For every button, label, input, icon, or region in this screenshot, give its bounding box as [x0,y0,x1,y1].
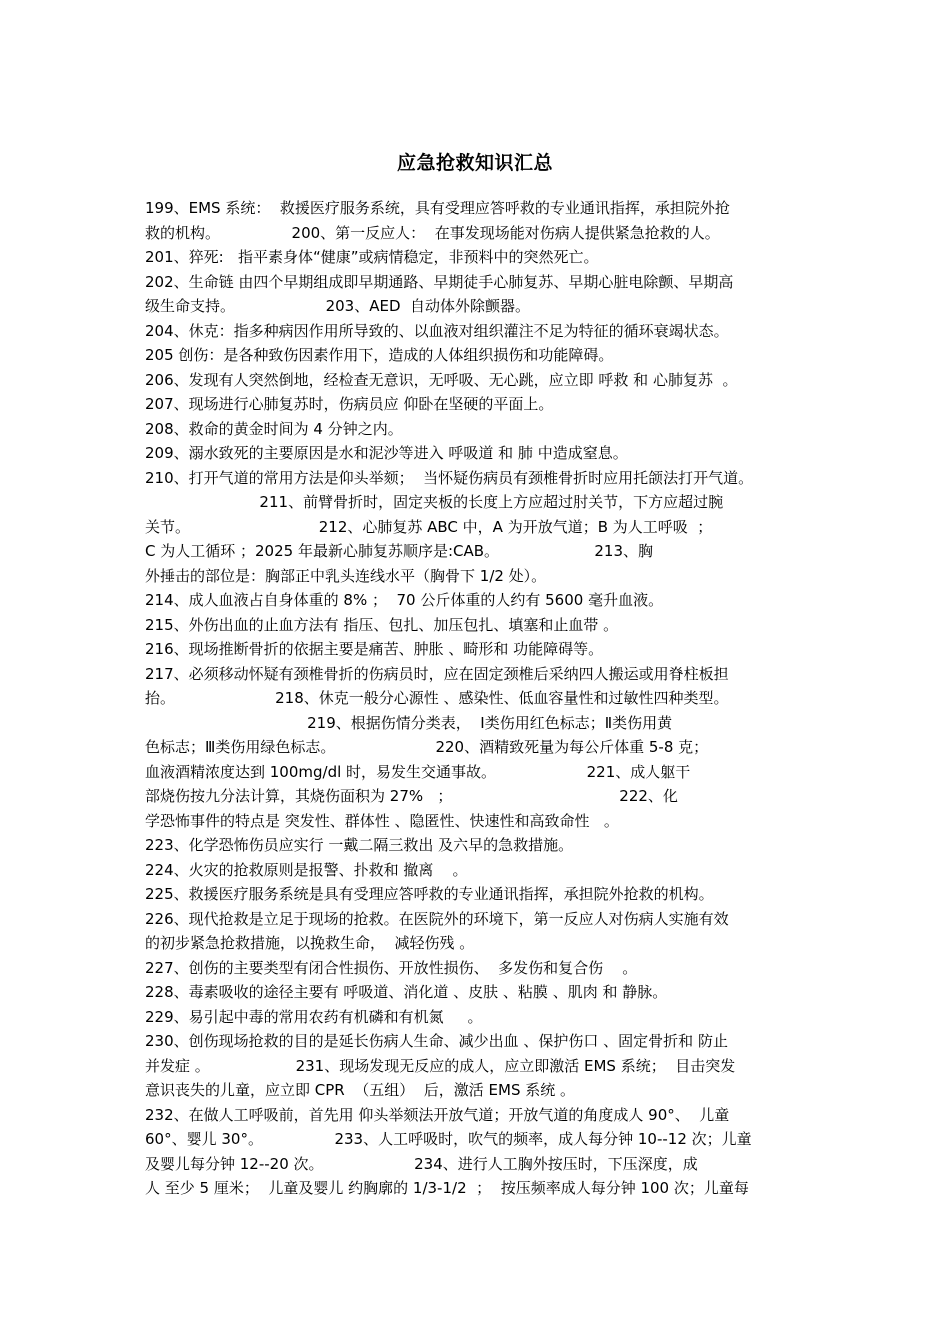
text-line: 229、易引起中毒的常用农药有机磷和有机氮 。 [145,1007,483,1026]
text-line: 色标志；Ⅲ类伤用绿色标志。 220、酒精致死量为每公斤体重 5-8 克； [145,738,709,756]
text-line: 201、猝死: 指平素身体“健康”或病情稳定，非预料中的突然死亡。 [145,248,599,266]
text-line: 意识丧失的儿童，应立即 CPR （五组） 后，激活 EMS 系统 。 [145,1081,576,1099]
text-line: 232、在做人工呼吸前，首先用 仰头举颏法开放气道；开放气道的角度成人 90°、 儿童 [145,1105,730,1124]
text-line: 225、救援医疗服务系统是具有受理应答呼救的专业通讯指挥，承担院外抢救的机构。 [145,885,714,903]
text-line: 216、现场推断骨折的依据主要是痛苦、肿胀 、畸形和 功能障碍等。 [145,640,604,658]
text-line: C 为人工循环 ；2025 年最新心肺复苏顺序是:CAB。 213、胸 [145,542,654,560]
text-line: 207、现场进行心肺复苏时，伤病员应 仰卧在坚硬的平面上。 [145,395,554,413]
text-line: 60°、婴儿 30°。 233、人工呼吸时，吹气的频率，成人每分钟 10--12 次；儿童 [145,1130,752,1148]
text-line: 202、生命链 由四个早期组成即早期通路、早期徒手心肺复苏、早期心脏电除颤、早期高 [145,272,734,291]
text-line: 199、EMS 系统： 救援医疗服务系统，具有受理应答呼救的专业通讯指挥，承担院外抢 [145,199,730,217]
text-line: 230、创伤现场抢救的目的是延长伤病人生命、减少出血 、保护伤口 、固定骨折和 防止 [145,1032,728,1050]
text-line: 211、前臂骨折时，固定夹板的长度上方应超过肘关节，下方应超过腕 [145,493,724,511]
text-line: 并发症 。 231、现场发现无反应的成人，应立即激活 EMS 系统； 目击突发 [145,1056,736,1075]
text-line: 关节。 212、心肺复苏 ABC 中，A 为开放气道；B 为人工呼吸 ； [145,517,713,536]
text-line: 血液酒精浓度达到 100mg/dl 时，易发生交通事故。 221、成人躯干 [145,762,691,781]
text-line: 228、毒素吸收的途径主要有 呼吸道、消化道 、皮肤 、粘膜 、肌肉 和 静脉。 [145,983,668,1001]
text-line: 救的机构。 200、第一反应人： 在事发现场能对伤病人提供紧急抢救的人。 [145,223,720,242]
text-line: 208、救命的黄金时间为 4 分钟之内。 [145,419,403,438]
text-line: 210、打开气道的常用方法是仰头举颏； 当怀疑伤病员有颈椎骨折时应用托颌法打开气道。 [145,468,754,487]
text-line: 外捶击的部位是：胸部正中乳头连线水平（胸骨下 1/2 处）。 [145,566,547,585]
text-line: 215、外伤出血的止血方法有 指压、包扎、加压包扎、填塞和止血带 。 [145,615,619,634]
text-line: 部烧伤按九分法计算，其烧伤面积为 27% ； 222、化 [145,787,678,805]
text-line: 224、火灾的抢救原则是报警、扑救和 撤离 。 [145,860,468,879]
text-line: 人 至少 5 厘米； 儿童及婴儿 约胸廓的 1/3-1/2 ； 按压频率成人每分钟 100 次；儿童每 [145,1179,749,1197]
text-line: 204、休克：指多种病因作用所导致的、以血液对组织灌注不足为特征的循环衰竭状态。 [145,321,729,340]
text-line: 223、化学恐怖伤员应实行 一戴二隔三救出 及六早的急救措施。 [145,836,574,854]
text-line: 214、成人血液占自身体重的 8% ； 70 公斤体重的人约有 5600 毫升血液。 [145,591,664,609]
text-line: 及婴儿每分钟 12--20 次。 234、进行人工胸外按压时，下压深度，成 [145,1154,698,1173]
text-line: 217、必须移动怀疑有颈椎骨折的伤病员时，应在固定颈椎后采纳四人搬运或用脊柱板担 [145,664,729,683]
text-line: 206、发现有人突然倒地，经检查无意识，无呼吸、无心跳，应立即 呼救 和 心肺复苏 。 [145,370,738,389]
text-line: 学恐怖事件的特点是 突发性、群体性 、隐匿性、快速性和高致命性 。 [145,811,619,830]
text-line: 抬。 218、休克一般分心源性 、感染性、低血容量性和过敏性四种类型。 [145,689,729,707]
document-body [145,196,835,1201]
text-line: 级生命支持。 203、AED 自动体外除颤器。 [145,297,531,315]
text-line: 227、创伤的主要类型有闭合性损伤、开放性损伤、 多发伤和复合伤 。 [145,958,638,977]
text-line: 的初步紧急抢救措施，以挽救生命， 减轻伤残 。 [145,934,475,952]
document-title: 应急抢救知识汇总 [396,152,553,174]
text-line: 226、现代抢救是立足于现场的抢救。在医院外的环境下，第一反应人对伤病人实施有效 [145,909,729,928]
text-line: 219、根据伤情分类表， Ⅰ类伤用红色标志；Ⅱ类伤用黄 [145,713,673,732]
text-line: 205 创伤：是各种致伤因素作用下，造成的人体组织损伤和功能障碍。 [145,346,614,364]
text-line: 209、溺水致死的主要原因是水和泥沙等进入 呼吸道 和 肺 中造成窒息。 [145,444,628,462]
